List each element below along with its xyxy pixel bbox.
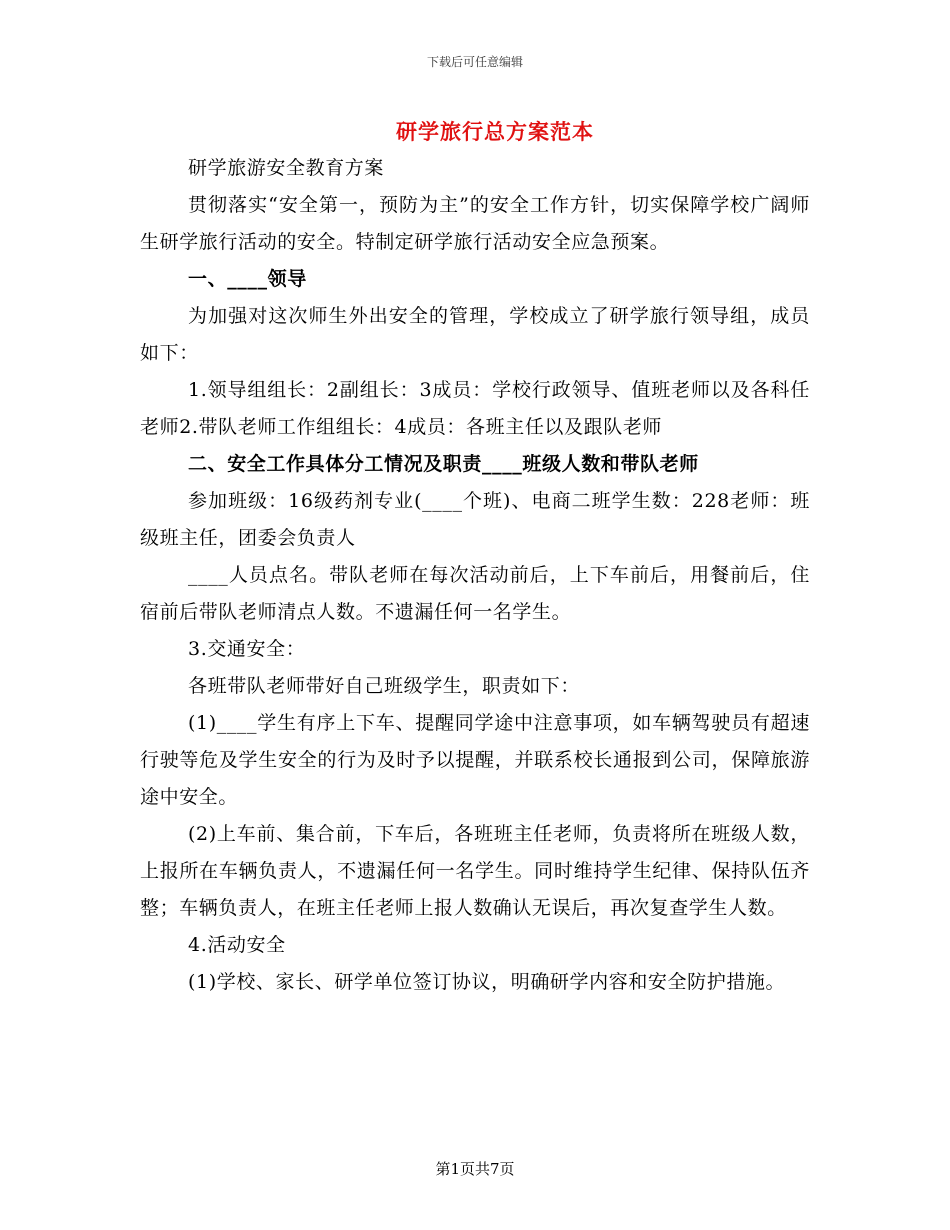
paragraph: 3.交通安全：: [188, 638, 306, 660]
paragraph: 4.活动安全: [188, 934, 286, 956]
document-body: [140, 150, 810, 1001]
page-number: 第1页共7页: [435, 1160, 515, 1178]
paragraph: (1)学校、家长、研学单位签订协议，明确研学内容和安全防护措施。: [188, 971, 786, 993]
paragraph-subtitle: 研学旅游安全教育方案: [188, 157, 385, 179]
paragraph: (2)上车前、集合前，下车后，各班班主任老师，负责将所在班级人数，上报所在车辆负责人，不遗漏任何一名学生。同时维持学生纪律、保持队伍齐整；车辆负责人，在班主任老师上报人数确认无误后，再次复查学生人数。: [140, 823, 810, 919]
paragraph: 各班带队老师带好自己班级学生，职责如下：: [188, 675, 581, 697]
paragraph: 1.领导组组长：2副组长：3成员：学校行政领导、值班老师以及各科任老师2.带队老师工作组组长：4成员：各班主任以及跟队老师: [140, 379, 810, 438]
paragraph: (1)____学生有序上下车、提醒同学途中注意事项，如车辆驾驶员有超速行驶等危及学生安全的行为及时予以提醒，并联系校长通报到公司，保障旅游途中安全。: [140, 712, 810, 808]
paragraph: 为加强对这次师生外出安全的管理，学校成立了研学旅行领导组，成员如下：: [140, 305, 810, 364]
paragraph-intro: 贯彻落实“安全第一，预防为主”的安全工作方针，切实保障学校广阔师生研学旅行活动的安全。特制定研学旅行活动安全应急预案。: [140, 194, 810, 253]
section-heading-1: 一、____领导: [188, 268, 307, 290]
paragraph: 参加班级：16级药剂专业(____个班)、电商二班学生数：228老师：班级班主任，团委会负责人: [140, 490, 810, 549]
document-title: 研学旅行总方案范本: [396, 119, 594, 144]
section-heading-2: 二、安全工作具体分工情况及职责____班级人数和带队老师: [188, 453, 699, 475]
page-header: 下载后可任意编辑: [426, 55, 523, 69]
paragraph: ____人员点名。带队老师在每次活动前后，上下车前后，用餐前后，住宿前后带队老师清点人数。不遗漏任何一名学生。: [140, 564, 810, 623]
